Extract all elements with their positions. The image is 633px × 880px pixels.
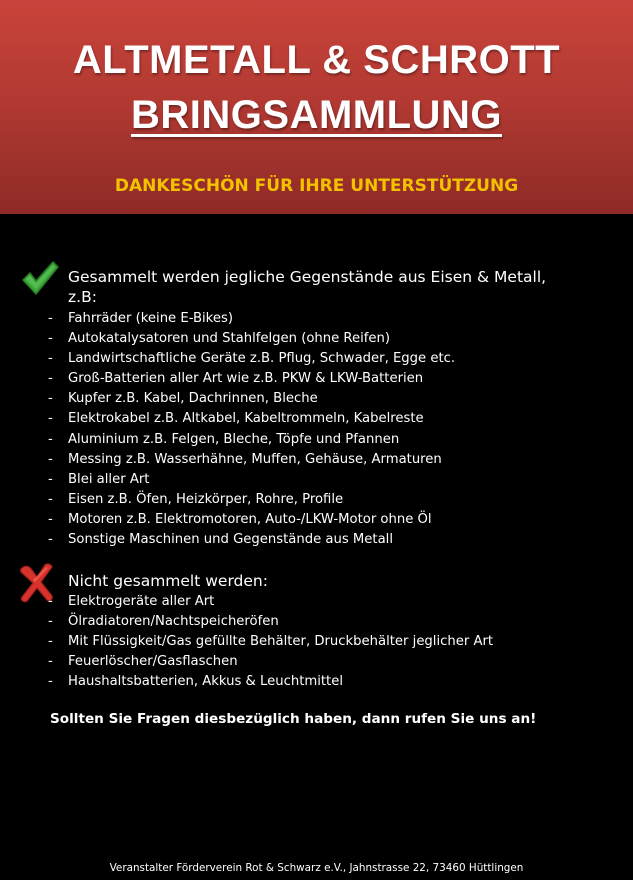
accepted-item-text: Autokatalysatoren und Stahlfelgen (ohne Reifen) <box>68 331 391 347</box>
header-banner <box>0 0 633 214</box>
rejected-item-text: Ölradiatoren/Nachtspeicheröfen <box>68 614 279 630</box>
accepted-list-item <box>48 349 455 369</box>
accepted-item-text: Eisen z.B. Öfen, Heizkörper, Rohre, Profile <box>68 491 344 507</box>
rejected-list-item <box>48 672 493 692</box>
bullet-dash: - <box>48 331 53 347</box>
accepted-list-item <box>48 530 455 550</box>
rejected-list-item <box>48 652 493 672</box>
accepted-item-text: Motoren z.B. Elektromotoren, Auto-/LKW-Motor ohne Öl <box>68 511 432 527</box>
bullet-dash: - <box>48 594 53 609</box>
accepted-item-text: Kupfer z.B. Kabel, Dachrinnen, Bleche <box>68 391 318 407</box>
accepted-items-list <box>48 309 455 550</box>
accepted-list-item <box>48 450 455 470</box>
title-line-1: ALTMETALL & SCHROTT <box>72 38 561 82</box>
accepted-item-text: Blei aller Art <box>68 471 150 487</box>
accepted-list-item <box>48 389 455 409</box>
accepted-list-item <box>48 490 455 510</box>
bullet-dash: - <box>48 511 53 527</box>
title-line-2: BRINGSAMMLUNG <box>131 93 502 137</box>
bullet-dash: - <box>48 471 53 487</box>
bullet-dash: - <box>48 431 53 447</box>
accepted-item-text: Fahrräder (keine E-Bikes) <box>68 311 233 326</box>
bullet-dash: - <box>48 451 53 467</box>
accepted-heading-line-2: z.B: <box>68 288 97 306</box>
rejected-list-item <box>48 612 493 632</box>
bullet-dash: - <box>48 351 53 367</box>
accepted-heading-line-1: Gesammelt werden jegliche Gegenstände aus Eisen & Metall, <box>68 268 547 286</box>
rejected-list-item <box>48 632 493 652</box>
bullet-dash: - <box>48 634 53 650</box>
rejected-item-text: Haushaltsbatterien, Akkus & Leuchtmittel <box>68 674 343 690</box>
bullet-dash: - <box>48 371 53 387</box>
rejected-items-list <box>48 592 493 692</box>
accepted-list-item <box>48 369 455 389</box>
accepted-item-text: Landwirtschaftliche Geräte z.B. Pflug, Schwader, Egge etc. <box>68 351 456 367</box>
bullet-dash: - <box>48 311 53 326</box>
bullet-dash: - <box>48 614 53 630</box>
accepted-item-text: Messing z.B. Wasserhähne, Muffen, Gehäuse, Armaturen <box>68 451 442 467</box>
footer-organizer: Veranstalter Förderverein Rot & Schwarz e.V., Jahnstrasse 22, 73460 Hüttlingen <box>109 862 524 874</box>
rejected-item-text: Elektrogeräte aller Art <box>68 594 215 609</box>
green-checkmark-icon <box>20 258 60 302</box>
bullet-dash: - <box>48 654 53 670</box>
accepted-list-item <box>48 470 455 490</box>
contact-question: Sollten Sie Fragen diesbezüglich haben, dann rufen Sie uns an! <box>50 711 537 727</box>
accepted-item-text: Groß-Batterien aller Art wie z.B. PKW & LKW-Batterien <box>68 371 424 387</box>
bullet-dash: - <box>48 491 53 507</box>
bullet-dash: - <box>48 674 53 690</box>
bullet-dash: - <box>48 391 53 407</box>
accepted-item-text: Elektrokabel z.B. Altkabel, Kabeltrommeln, Kabelreste <box>68 411 424 427</box>
accepted-list-item <box>48 430 455 450</box>
accepted-list-item <box>48 309 455 329</box>
rejected-item-text: Feuerlöscher/Gasflaschen <box>68 654 238 670</box>
subtitle: DANKESCHÖN FÜR IHRE UNTERSTÜTZUNG <box>114 176 519 196</box>
bullet-dash: - <box>48 532 53 548</box>
accepted-list-item <box>48 409 455 429</box>
rejected-item-text: Mit Flüssigkeit/Gas gefüllte Behälter, Druckbehälter jeglicher Art <box>68 634 494 650</box>
accepted-list-item <box>48 329 455 349</box>
accepted-item-text: Aluminium z.B. Felgen, Bleche, Töpfe und Pfannen <box>68 431 400 447</box>
rejected-heading: Nicht gesammelt werden: <box>68 572 268 590</box>
accepted-item-text: Sonstige Maschinen und Gegenstände aus Metall <box>68 532 393 548</box>
accepted-list-item <box>48 510 455 530</box>
rejected-list-item <box>48 592 493 612</box>
bullet-dash: - <box>48 411 53 427</box>
accepted-heading <box>68 267 546 307</box>
